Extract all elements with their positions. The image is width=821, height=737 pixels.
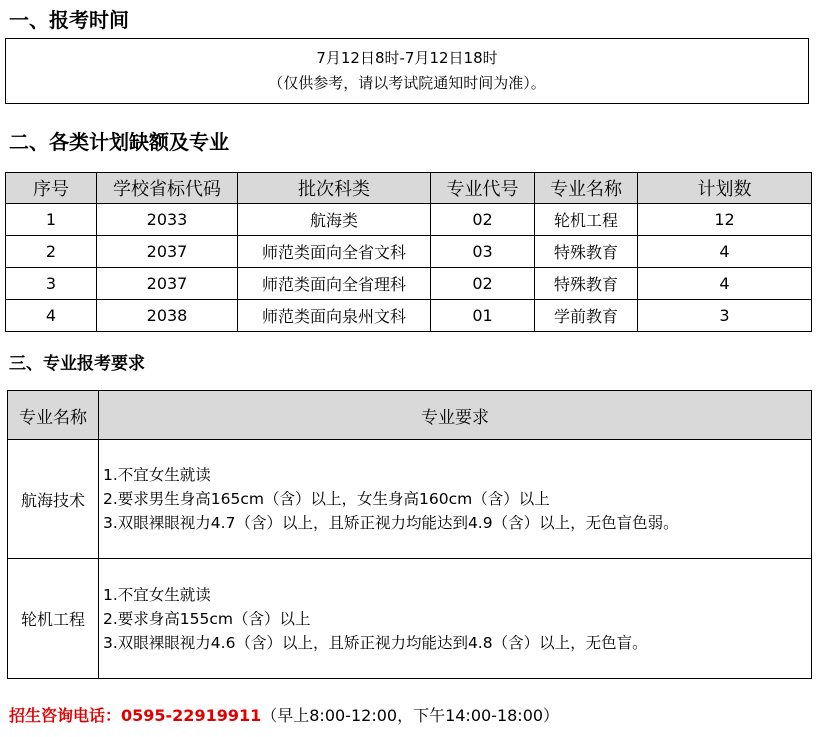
plan-cell-school-code: 2037 bbox=[97, 268, 238, 300]
plan-cell-batch: 师范类面向全省文科 bbox=[238, 236, 431, 268]
plan-table-header-row bbox=[6, 173, 812, 204]
req-cell-requirements bbox=[99, 559, 812, 679]
req-line: 1.不宜女生就读 bbox=[103, 466, 211, 484]
plan-cell-count: 3 bbox=[638, 300, 812, 332]
table-row bbox=[6, 236, 812, 268]
plan-cell-major-name: 轮机工程 bbox=[535, 204, 638, 236]
plan-cell-seq: 1 bbox=[6, 204, 97, 236]
requirements-table bbox=[7, 390, 812, 679]
req-line: 3.双眼裸眼视力4.6（含）以上，且矫正视力均能达到4.8（含）以上，无色盲。 bbox=[103, 633, 648, 652]
table-row bbox=[6, 204, 812, 236]
plan-cell-school-code: 2038 bbox=[97, 300, 238, 332]
req-header-major: 专业名称 bbox=[8, 391, 99, 440]
req-cell-major: 轮机工程 bbox=[8, 559, 99, 679]
contact-hours: （早上8:00-12:00，下午14:00-18:00） bbox=[261, 706, 560, 725]
section-title-exam-time: 一、报考时间 bbox=[9, 8, 129, 32]
plan-cell-seq: 2 bbox=[6, 236, 97, 268]
plan-cell-major-name: 特殊教育 bbox=[535, 236, 638, 268]
plan-header-batch: 批次科类 bbox=[238, 173, 431, 204]
exam-time-note: （仅供参考，请以考试院通知时间为准）。 bbox=[268, 74, 546, 92]
contact-phone-label: 招生咨询电话：0595-22919911 bbox=[9, 706, 262, 725]
req-line: 3.双眼裸眼视力4.7（含）以上，且矫正视力均能达到4.9（含）以上，无色盲色弱。 bbox=[103, 514, 679, 532]
plan-cell-major-name: 学前教育 bbox=[535, 300, 638, 332]
table-row bbox=[8, 440, 812, 559]
plan-header-school-code: 学校省标代码 bbox=[97, 173, 238, 204]
plan-cell-batch: 师范类面向泉州文科 bbox=[238, 300, 431, 332]
plan-cell-count: 4 bbox=[638, 268, 812, 300]
plan-cell-batch: 航海类 bbox=[238, 204, 431, 236]
req-cell-requirements bbox=[99, 440, 812, 559]
req-line: 2.要求男生身高165cm（含）以上，女生身高160cm（含）以上 bbox=[103, 490, 550, 508]
table-row bbox=[8, 559, 812, 679]
table-row bbox=[6, 300, 812, 332]
req-table-header-row bbox=[8, 391, 812, 440]
plan-cell-count: 4 bbox=[638, 236, 812, 268]
section-title-plan: 二、各类计划缺额及专业 bbox=[9, 130, 229, 154]
req-line: 2.要求身高155cm（含）以上 bbox=[103, 609, 311, 628]
section-title-requirements: 三、专业报考要求 bbox=[9, 354, 145, 374]
req-header-requirements: 专业要求 bbox=[99, 391, 812, 440]
plan-cell-major-code: 02 bbox=[431, 204, 535, 236]
plan-cell-major-code: 01 bbox=[431, 300, 535, 332]
req-line: 1.不宜女生就读 bbox=[103, 585, 211, 604]
plan-cell-batch: 师范类面向全省理科 bbox=[238, 268, 431, 300]
plan-cell-seq: 4 bbox=[6, 300, 97, 332]
plan-cell-major-name: 特殊教育 bbox=[535, 268, 638, 300]
contact-footer bbox=[9, 703, 559, 726]
plan-header-seq: 序号 bbox=[6, 173, 97, 204]
plan-cell-major-code: 02 bbox=[431, 268, 535, 300]
plan-header-count: 计划数 bbox=[638, 173, 812, 204]
plan-cell-school-code: 2037 bbox=[97, 236, 238, 268]
plan-table bbox=[5, 172, 812, 332]
req-cell-major: 航海技术 bbox=[8, 440, 99, 559]
plan-cell-count: 12 bbox=[638, 204, 812, 236]
table-row bbox=[6, 268, 812, 300]
plan-header-major-code: 专业代号 bbox=[431, 173, 535, 204]
exam-time-range: 7月12日8时-7月12日18时 bbox=[316, 49, 498, 67]
exam-time-box bbox=[5, 38, 809, 104]
plan-cell-school-code: 2033 bbox=[97, 204, 238, 236]
plan-cell-major-code: 03 bbox=[431, 236, 535, 268]
plan-header-major-name: 专业名称 bbox=[535, 173, 638, 204]
plan-cell-seq: 3 bbox=[6, 268, 97, 300]
